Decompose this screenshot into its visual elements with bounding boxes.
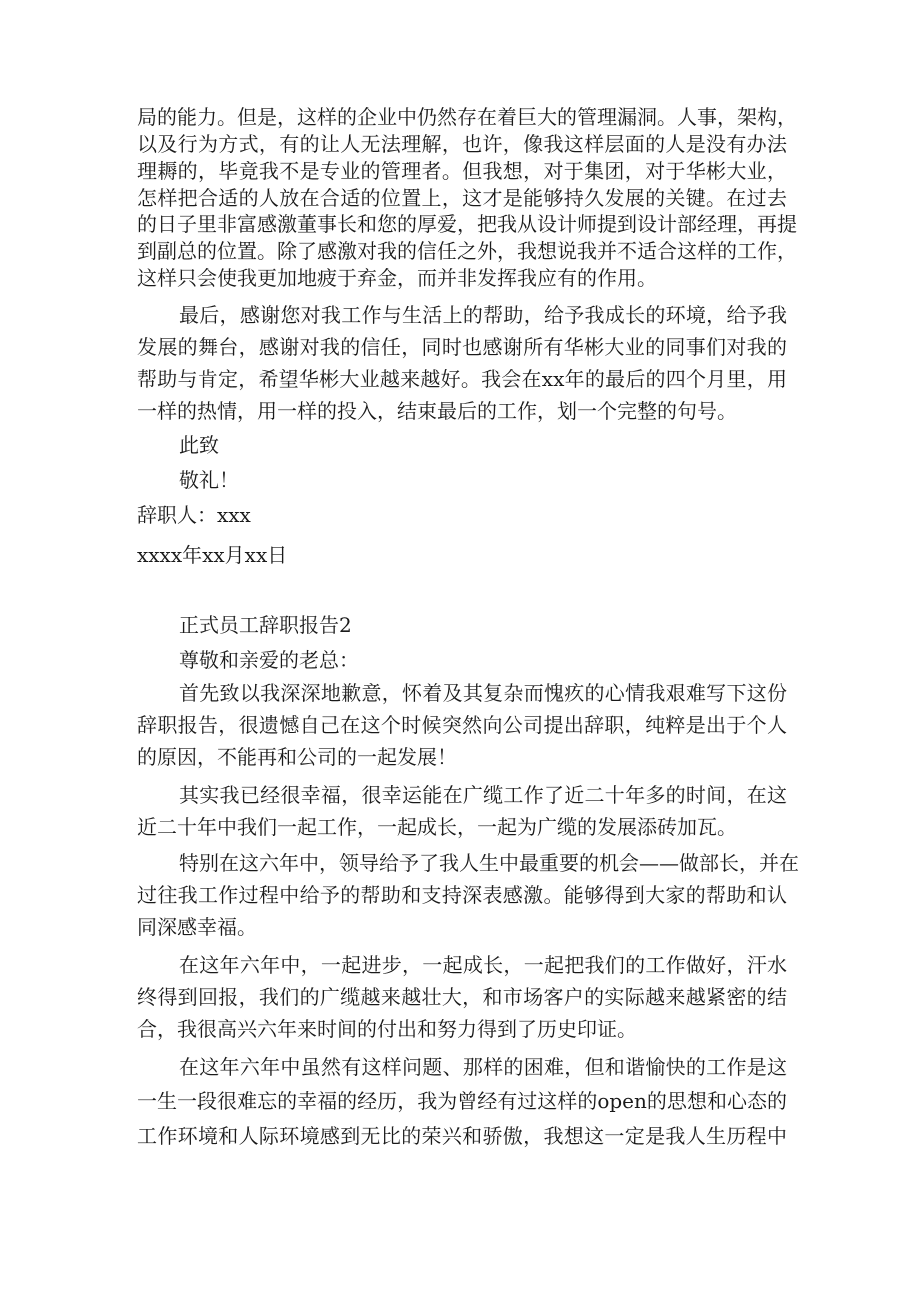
paragraph-line: 帮助与肯定，希望华彬大业越来越好。我会在xx年的最后的四个月里，用 [137,367,787,391]
paragraph-line: 的日子里非富感激董事长和您的厚爱，把我从设计师提到设计部经理，再提 [137,212,797,236]
signature-line: 辞职人：xxx [137,503,251,527]
closing-line: 此致 [179,433,219,457]
paragraph-line: 理耨的，毕竟我不是专业的管理者。但我想，对于集团，对于华彬大业， [137,159,787,183]
paragraph-line: 特别在这六年中，领导给予了我人生中最重要的机会——做部长，并在 [179,851,799,875]
paragraph-line: 发展的舞台，感谢对我的信任，同时也感谢所有华彬大业的同事们对我的 [137,335,787,359]
paragraph-line: 一生一段很难忘的幸福的经历，我为曾经有过这样的open的思想和心态的 [137,1089,787,1113]
paragraph-line: 局的能力。但是，这样的企业中仍然存在着巨大的管理漏洞。人事，架构， [137,105,797,129]
paragraph-line: 辞职报告，很遗憾自己在这个时候突然向公司提出辞职，纯粹是出于个人 [137,713,787,737]
paragraph-line: 一样的热情，用一样的投入，结束最后的工作，划一个完整的句号。 [137,399,737,423]
salutation: 尊敬和亲爱的老总： [179,648,359,672]
paragraph-line: 最后，感谢您对我工作与生活上的帮助，给予我成长的环境，给予我 [179,303,787,327]
closing-line: 敬礼！ [179,468,239,492]
paragraph-line: 的原因，不能再和公司的一起发展！ [137,745,457,769]
paragraph-line: 合，我很高兴六年来时间的付出和努力得到了历史印证。 [137,1017,637,1041]
paragraph-line: 过往我工作过程中给予的帮助和支持深表感激。能够得到大家的帮助和认 [137,883,787,907]
paragraph-line: 同深感幸福。 [137,915,257,939]
paragraph-line: 其实我已经很幸福，很幸运能在广缆工作了近二十年多的时间，在这 [179,783,787,807]
date-line: xxxx年xx月xx日 [137,543,288,567]
section-title: 正式员工辞职报告2 [179,613,352,637]
paragraph-line: 到副总的位置。除了感激对我的信任之外，我想说我并不适合这样的工作， [137,239,797,263]
paragraph-line: 终得到回报，我们的广缆越来越壮大，和市场客户的实际越来越紧密的结 [137,985,787,1009]
paragraph-line: 在这年六年中虽然有这样问题、那样的困难，但和谐愉快的工作是这 [179,1055,787,1079]
paragraph-line: 近二十年中我们一起工作，一起成长，一起为广缆的发展添砖加瓦。 [137,815,737,839]
paragraph-line: 首先致以我深深地歉意，怀着及其复杂而愧疚的心情我艰难写下这份 [179,681,787,705]
paragraph-line: 工作环境和人际环境感到无比的荣兴和骄傲，我想这一定是我人生历程中 [137,1124,787,1148]
paragraph-line: 在这年六年中，一起进步，一起成长，一起把我们的工作做好，汗水 [179,953,787,977]
paragraph-line: 怎样把合适的人放在合适的位置上，这才是能够持久发展的关键。在过去 [137,186,787,210]
paragraph-line: 以及行为方式，有的让人无法理解，也许，像我这样层面的人是没有办法 [137,132,787,156]
paragraph-line: 这样只会使我更加地疲于弃金，而并非发挥我应有的作用。 [137,266,657,290]
